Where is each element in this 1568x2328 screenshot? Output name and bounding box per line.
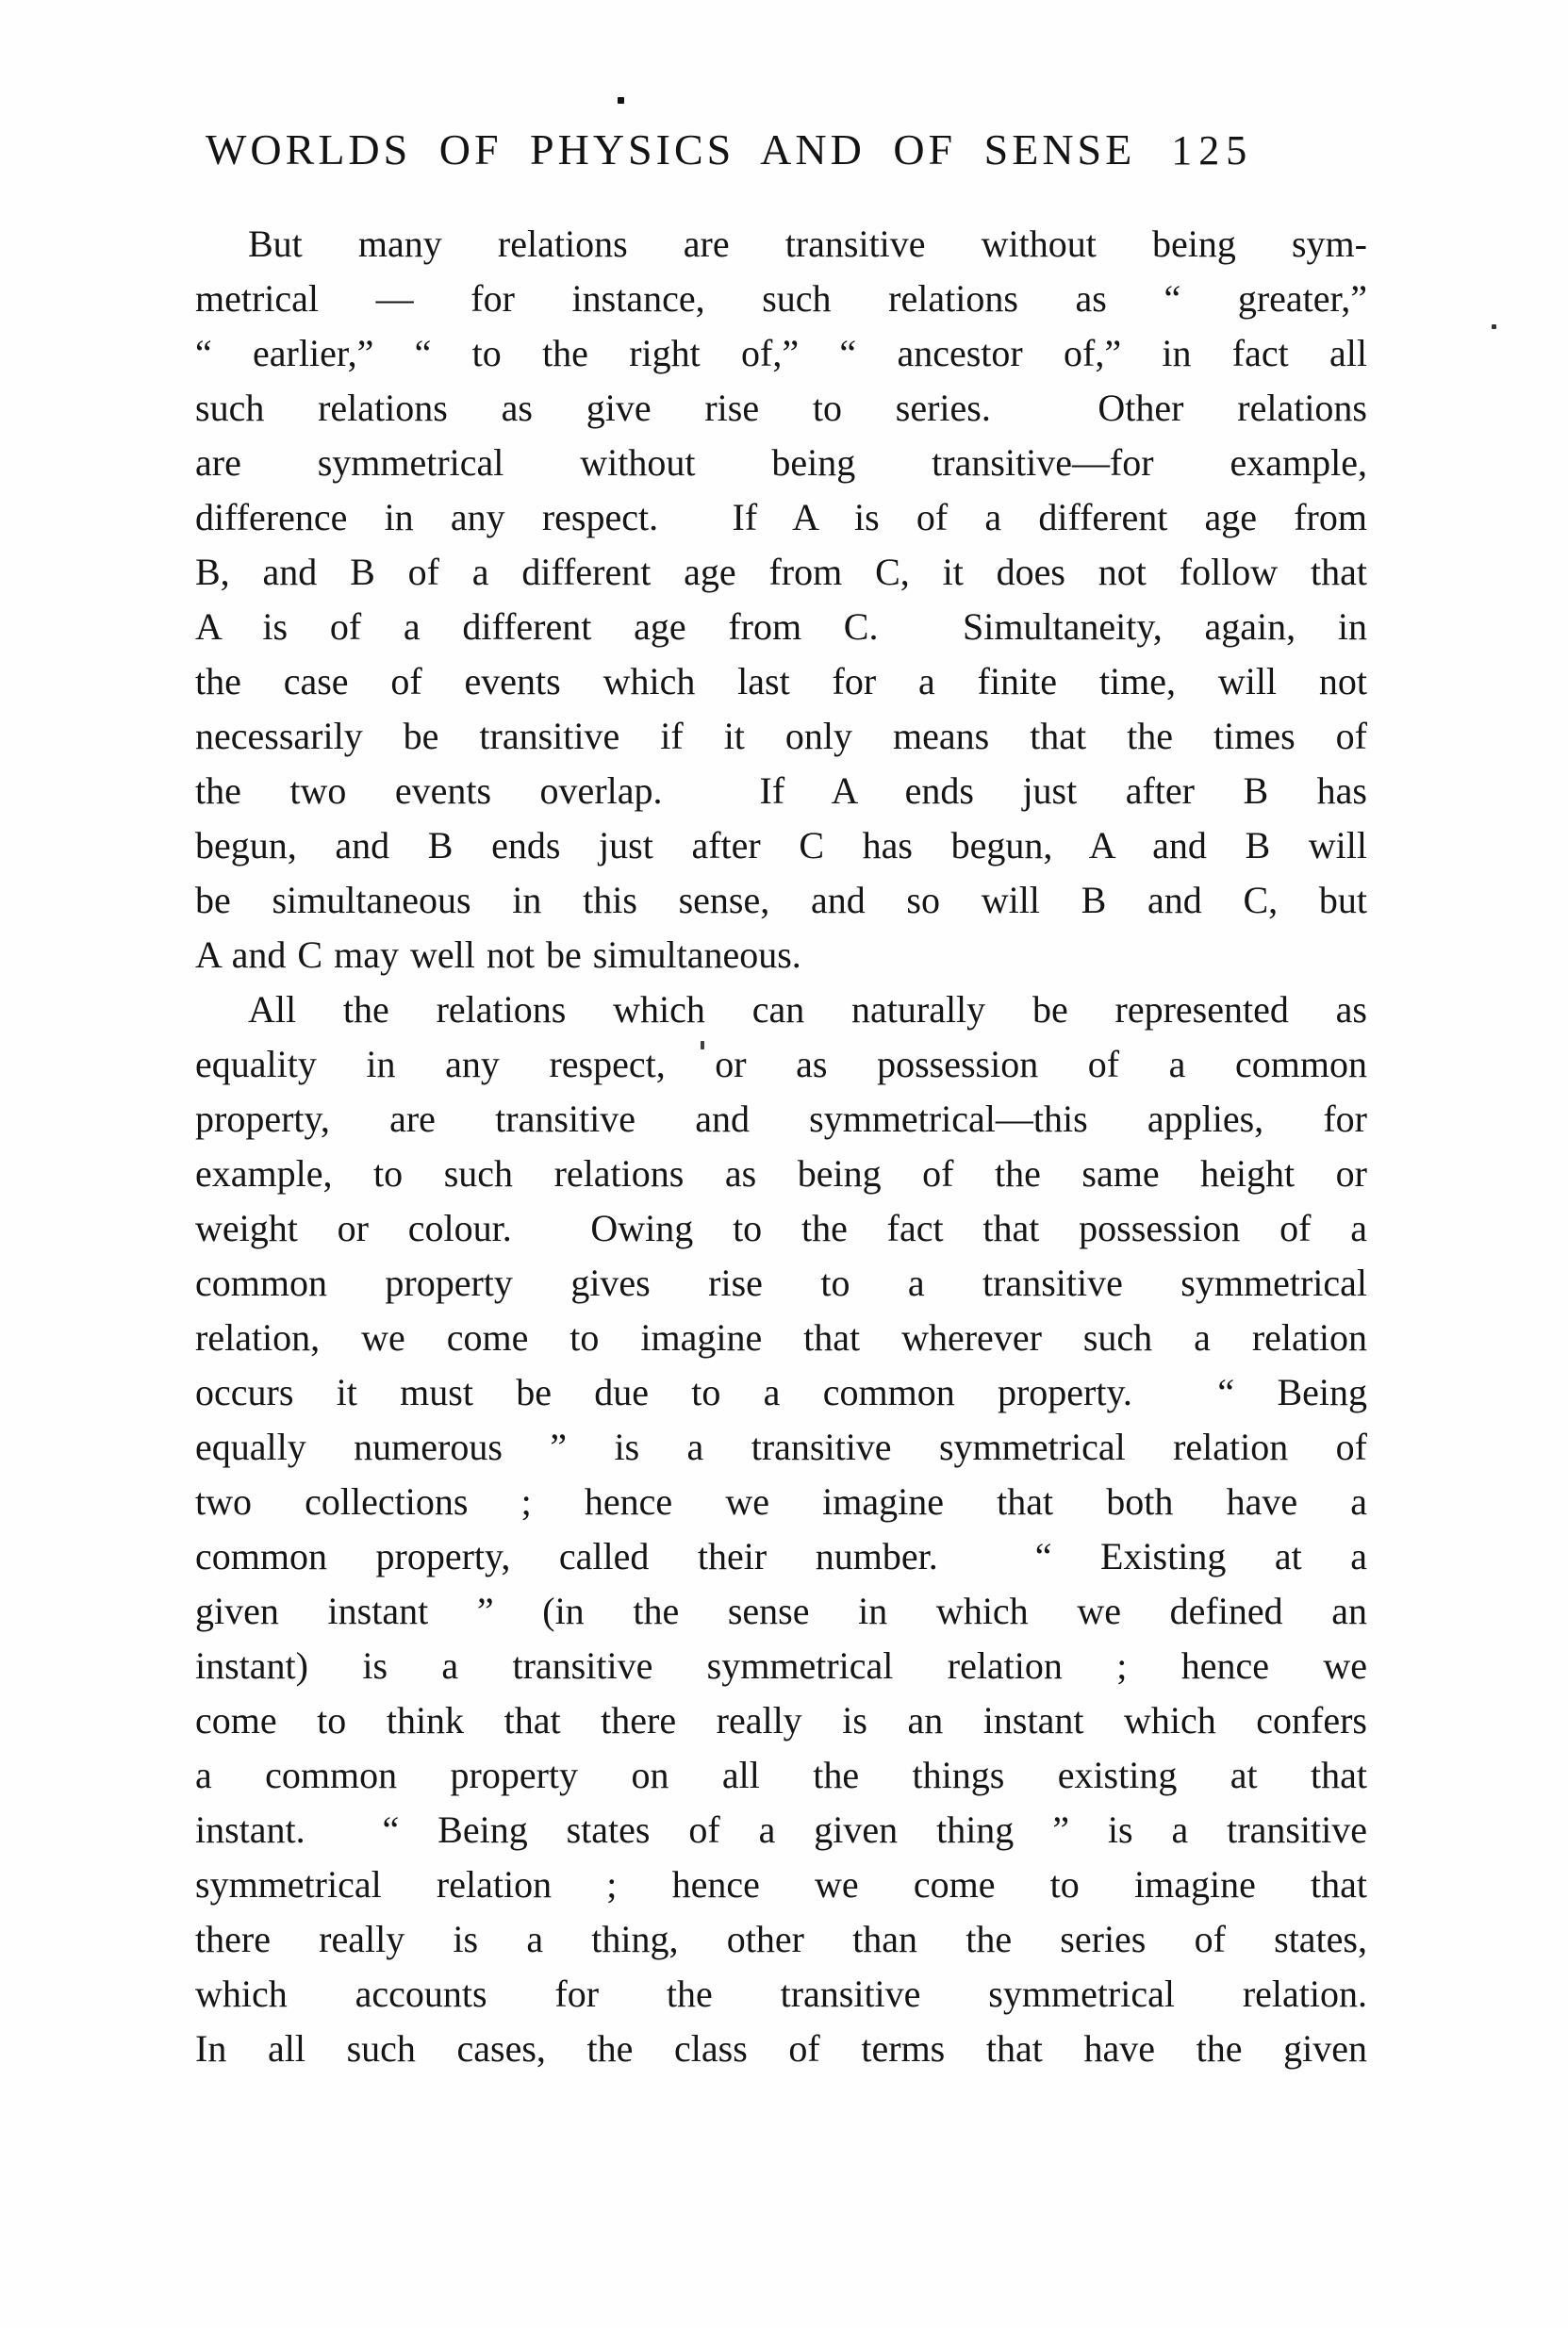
- text-line: A is of a different age from C. Simultaneity, again, in: [195, 605, 1367, 648]
- text-line: “ earlier,” “ to the right of,” “ ancestor of,” in fact all: [195, 332, 1367, 374]
- text-line: there really is a thing, other than the series of states,: [195, 1918, 1367, 1960]
- text-line: common property gives rise to a transitive symmetrical: [195, 1262, 1367, 1304]
- text-line: the case of events which last for a finite time, will not: [195, 660, 1367, 702]
- page-number: 125: [1171, 127, 1254, 173]
- text-line: a common property on all the things existing at that: [195, 1754, 1367, 1796]
- text-line: common property, called their number. “ Existing at a: [195, 1535, 1367, 1577]
- chapter-title: WORLDS OF PHYSICS AND OF SENSE: [206, 125, 1136, 173]
- text-line: are symmetrical without being transitive—for example,: [195, 441, 1367, 484]
- text-line: which accounts for the transitive symmetrical relation.: [195, 1973, 1367, 2015]
- text-line: property, are transitive and symmetrical—this applies, for: [195, 1098, 1367, 1140]
- scan-speck: [1492, 324, 1496, 329]
- text-line: B, and B of a different age from C, it does not follow that: [195, 551, 1367, 593]
- text-line: two collections ; hence we imagine that both have a: [195, 1480, 1367, 1523]
- text-line: weight or colour. Owing to the fact that possession of a: [195, 1207, 1367, 1249]
- text-line: necessarily be transitive if it only means that the times of: [195, 715, 1367, 757]
- text-line: begun, and B ends just after C has begun, A and B will: [195, 824, 1367, 867]
- scan-speck: [618, 97, 624, 104]
- text-line: relation, we come to imagine that wherever such a relation: [195, 1316, 1367, 1359]
- text-line: be simultaneous in this sense, and so will B and C, but: [195, 879, 1367, 921]
- text-line: But many relations are transitive without being sym-: [248, 223, 1367, 265]
- page-body: [195, 217, 1367, 2076]
- text-line: given instant ” (in the sense in which we defined an: [195, 1590, 1367, 1632]
- text-line: equality in any respect, or as possession of a common: [195, 1043, 1367, 1085]
- text-line: difference in any respect. If A is of a different age from: [195, 496, 1367, 538]
- text-line: In all such cases, the class of terms that have the given: [195, 2027, 1367, 2070]
- text-line: instant) is a transitive symmetrical relation ; hence we: [195, 1644, 1367, 1687]
- text-line: the two events overlap. If A ends just after B has: [195, 769, 1367, 812]
- text-line: metrical — for instance, such relations as “ greater,”: [195, 277, 1367, 320]
- text-line: symmetrical relation ; hence we come to imagine that: [195, 1863, 1367, 1906]
- text-line: come to think that there really is an instant which confers: [195, 1699, 1367, 1742]
- text-line: instant. “ Being states of a given thing ” is a transitive: [195, 1808, 1367, 1851]
- text-line: example, to such relations as being of the same height or: [195, 1152, 1367, 1195]
- text-line: such relations as give rise to series. Other relations: [195, 387, 1367, 429]
- text-line: equally numerous ” is a transitive symmetrical relation of: [195, 1426, 1367, 1468]
- text-line: A and C may well not be simultaneous.: [195, 933, 801, 976]
- running-head: [206, 124, 1253, 174]
- text-line: All the relations which can naturally be represented as: [248, 988, 1367, 1031]
- text-line: occurs it must be due to a common property. “ Being: [195, 1371, 1367, 1413]
